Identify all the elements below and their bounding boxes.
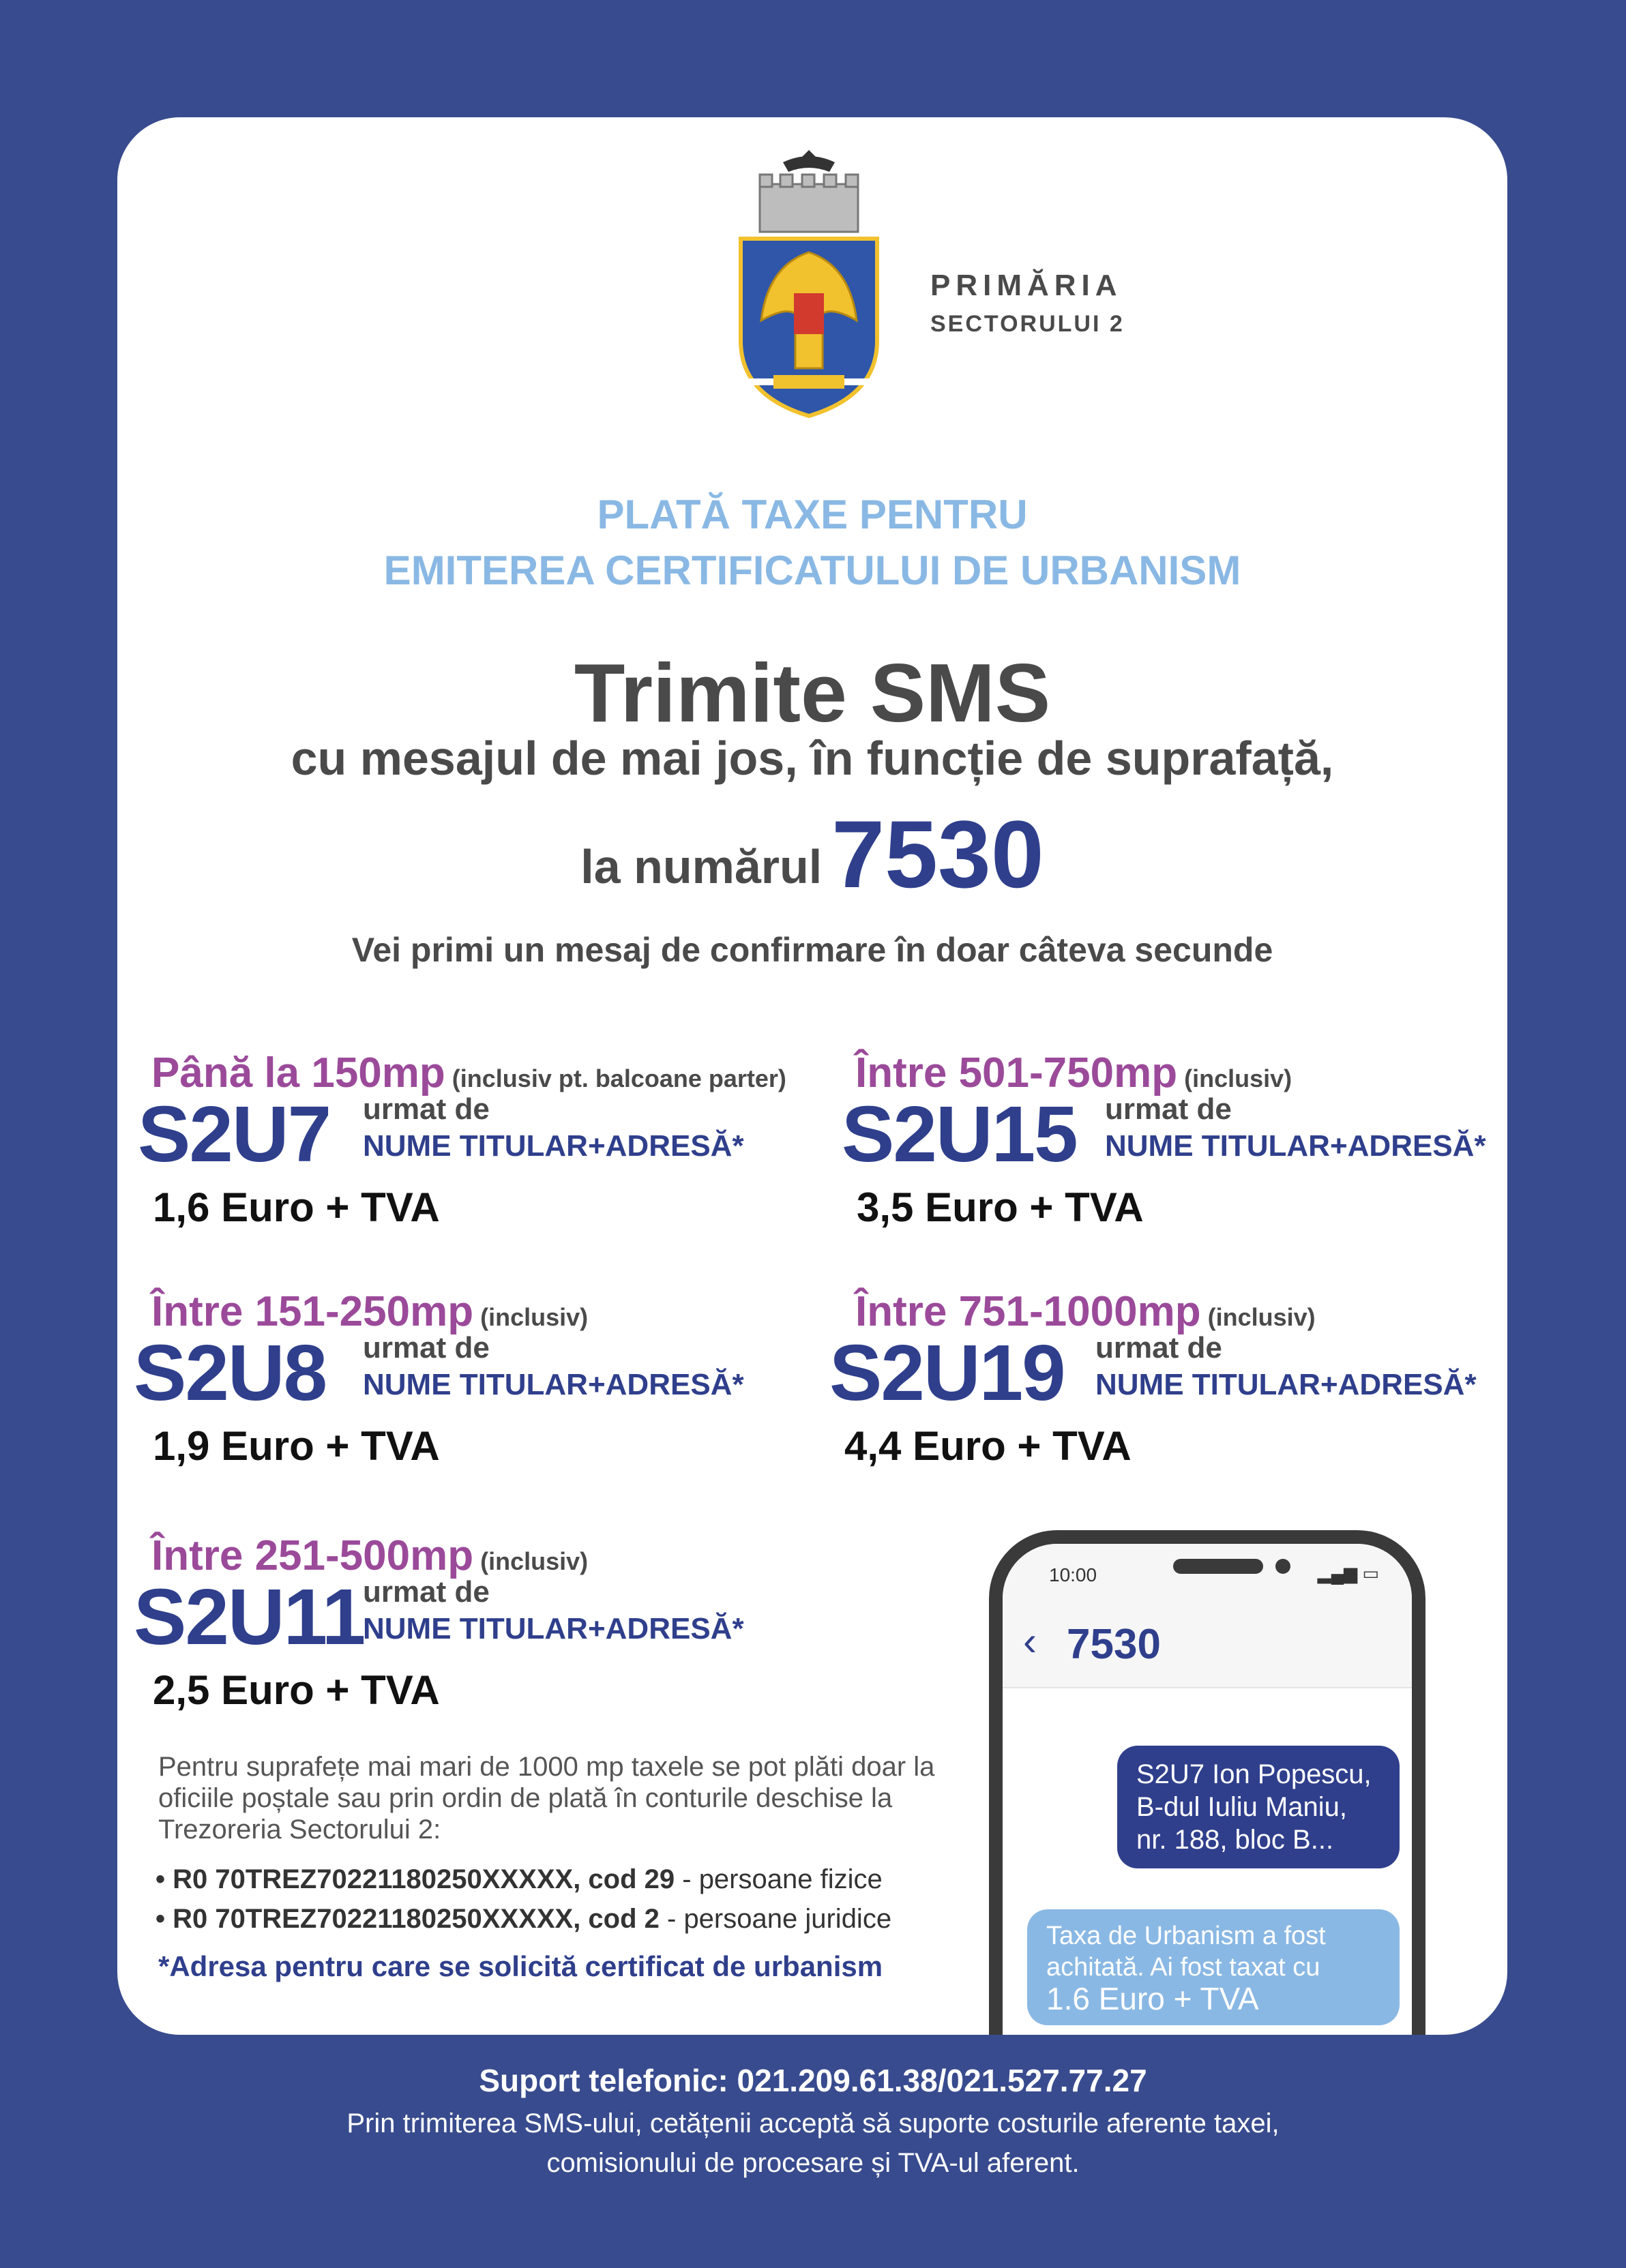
tier-code: S2U19 — [829, 1328, 1065, 1417]
account-juridice: • R0 70TREZ70221180250XXXXX, cod 2 - persoane juridice — [156, 1904, 892, 1934]
footer-line-1: Prin trimiterea SMS-ului, cetățenii acceptă să suporte costurile aferente taxei, — [346, 2108, 1280, 2138]
sms-number: 7530 — [831, 801, 1044, 908]
org-subtitle: SECTORULUI 2 — [930, 311, 1125, 337]
signal-battery-icon: ▂▄▆ ▭ — [1317, 1563, 1379, 1583]
phone-mockup — [989, 1530, 1425, 2035]
tier-range: Între 501-750mp (inclusiv) — [855, 1049, 1292, 1096]
tier-price: 4,4 Euro + TVA — [844, 1423, 1132, 1469]
tier-750 — [842, 1049, 1507, 1274]
subtitle: cu mesajul de mai jos, în funcție de suprafață, — [291, 732, 1334, 785]
account-fizice: • R0 70TREZ70221180250XXXXX, cod 29 - persoane fizice — [156, 1864, 883, 1894]
page-title: Trimite SMS — [574, 646, 1051, 739]
tier-follow: urmat de — [363, 1331, 490, 1364]
confirmation-text: Vei primi un mesaj de confirmare în doar câteva secunde — [351, 931, 1273, 969]
status-time: 10:00 — [1049, 1564, 1097, 1585]
footer-line-2: comisionului de procesare și TVA-ul aferent. — [546, 2148, 1080, 2178]
tier-range: Între 751-1000mp (inclusiv) — [855, 1288, 1316, 1335]
tier-price: 1,9 Euro + TVA — [153, 1423, 440, 1469]
tier-name-field: NUME TITULAR+ADRESĂ* — [363, 1612, 744, 1645]
tier-name-field: NUME TITULAR+ADRESĂ* — [1095, 1368, 1477, 1401]
tier-code: S2U7 — [138, 1090, 331, 1178]
tier-follow: urmat de — [363, 1575, 490, 1609]
tier-name-field: NUME TITULAR+ADRESĂ* — [363, 1129, 744, 1163]
tier-price: 2,5 Euro + TVA — [153, 1667, 440, 1713]
tier-code: S2U15 — [842, 1090, 1077, 1178]
back-chevron-icon[interactable]: ‹ — [1023, 1618, 1037, 1664]
tier-code: S2U8 — [134, 1328, 327, 1417]
tier-range: Până la 150mp (inclusiv pt. balcoane parter) — [151, 1049, 786, 1096]
tier-1000 — [829, 1287, 1498, 1512]
coat-of-arms-icon — [720, 136, 898, 423]
tier-name-field: NUME TITULAR+ADRESĂ* — [1105, 1129, 1486, 1163]
tier-price: 1,6 Euro + TVA — [153, 1184, 440, 1230]
number-prefix: la numărul — [580, 840, 823, 893]
header-line-1: PLATĂ TAXE PENTRU — [597, 492, 1028, 537]
status-bar — [1003, 1544, 1412, 1605]
header-line-2: EMITEREA CERTIFICATULUI DE URBANISM — [383, 548, 1241, 593]
tier-follow: urmat de — [1095, 1331, 1222, 1364]
received-message-bubble: Taxa de Urbanism a fost achitată. Ai fost taxat cu 1.6 Euro + TVA — [1027, 1909, 1400, 2025]
tier-note: (inclusiv) — [480, 1303, 589, 1331]
poster-card — [117, 117, 1507, 2035]
sent-message-bubble: S2U7 Ion Popescu, B-dul Iuliu Maniu, nr. 188, bloc B... — [1117, 1746, 1400, 1868]
tier-250 — [134, 1287, 806, 1512]
chat-header — [1003, 1605, 1412, 1688]
tier-500 — [134, 1532, 806, 1757]
number-line — [117, 799, 1507, 910]
camera-icon — [1275, 1559, 1290, 1574]
tier-range: Între 251-500mp (inclusiv) — [151, 1532, 589, 1579]
address-footnote: *Adresa pentru care se solicită certificat de urbanism — [158, 1950, 883, 1982]
tier-150 — [138, 1049, 806, 1274]
tier-price: 3,5 Euro + TVA — [857, 1184, 1144, 1230]
tier-follow: urmat de — [363, 1092, 490, 1126]
support-phone: Suport telefonic: 021.209.61.38/021.527.77.27 — [479, 2063, 1147, 2098]
chat-contact: 7530 — [1067, 1621, 1161, 1668]
tier-note: (inclusiv pt. balcoane parter) — [452, 1064, 786, 1092]
tier-range: Între 151-250mp (inclusiv) — [151, 1288, 589, 1335]
speaker-icon — [1173, 1559, 1263, 1574]
tier-note: (inclusiv) — [480, 1547, 589, 1575]
tier-note: (inclusiv) — [1207, 1303, 1316, 1331]
org-name: PRIMĂRIA — [930, 269, 1123, 302]
tier-code: S2U11 — [134, 1572, 365, 1661]
info-text: Pentru suprafețe mai mari de 1000 mp taxele se pot plăti doar la oficiile poștale sau prin ordin de plată în conturile deschise la Trezoreria Sectorului 2: — [158, 1752, 935, 1845]
tier-name-field: NUME TITULAR+ADRESĂ* — [363, 1368, 744, 1401]
tier-follow: urmat de — [1105, 1092, 1232, 1126]
tier-note: (inclusiv) — [1184, 1064, 1292, 1092]
